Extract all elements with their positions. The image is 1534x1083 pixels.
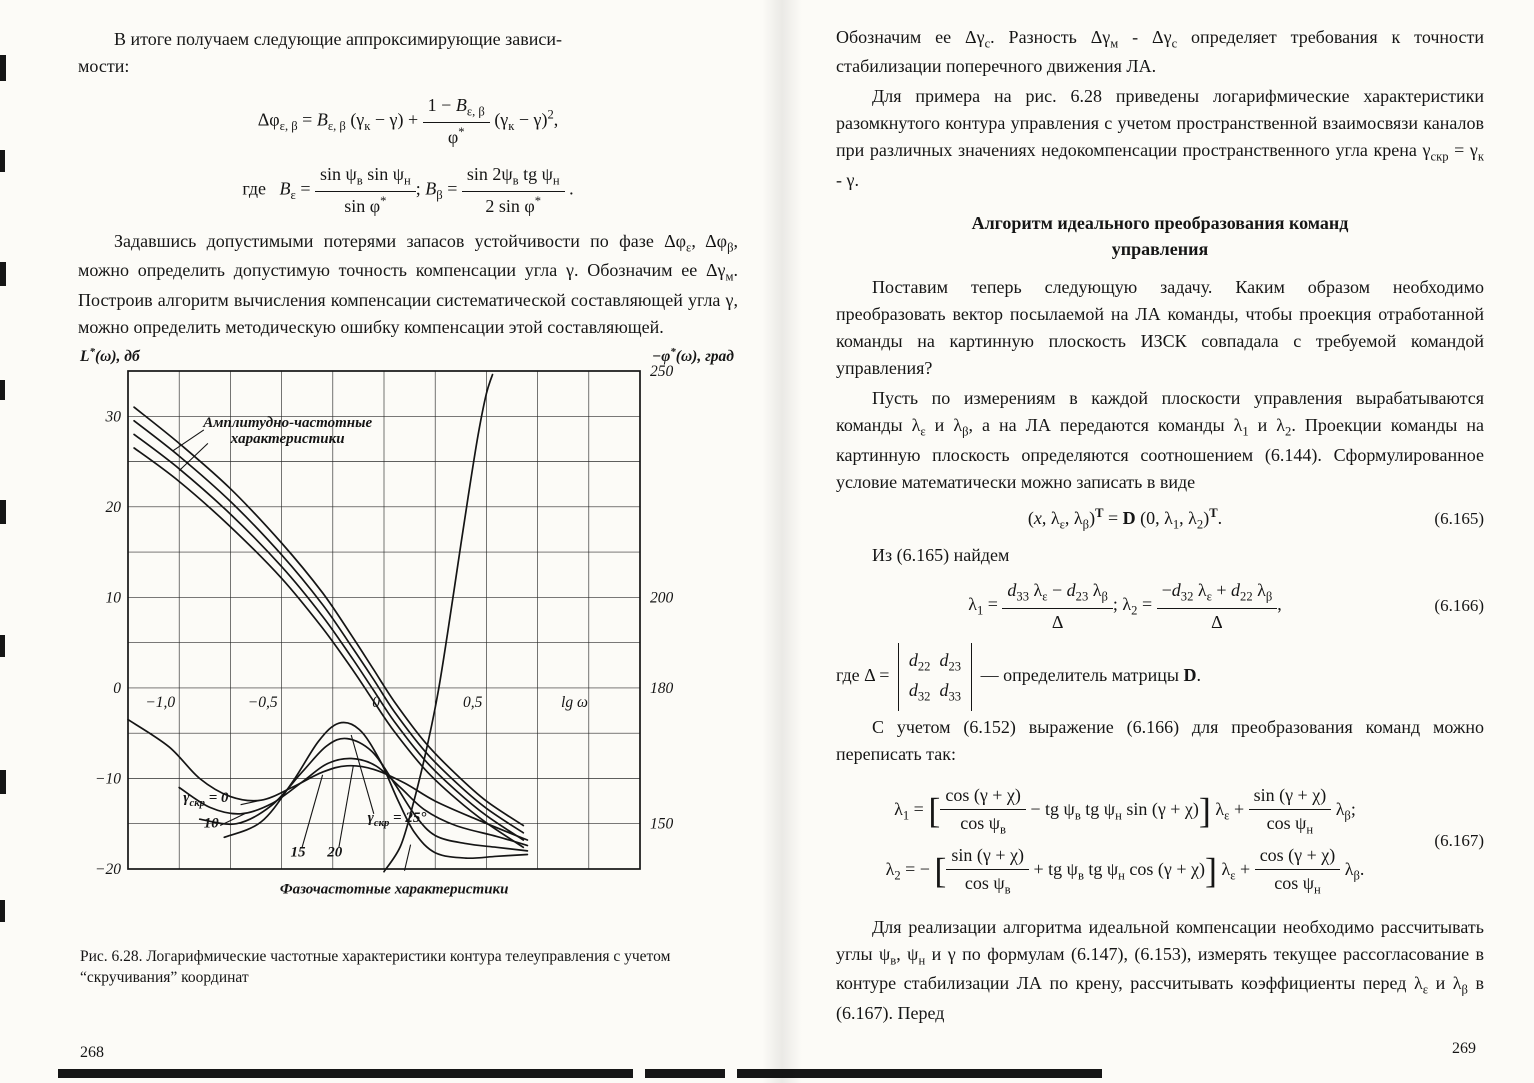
curve-label: 10 [203, 814, 219, 831]
curve-label: $\gamma_{скр} = 0$ [183, 789, 229, 809]
equation-line-2: $\lambda_2$ = − [ $\frac{\sin (\gamma + \chi)}{\cos \psi_в}$ + tg $\psi_в$ tg $\psi_н$ cos (γ + χ)] $\lambda_\varepsilon$ + $\frac{\cos (\gamma + \chi)}{\cos \psi_н}$ $\lambda_\beta$. [885, 845, 1365, 897]
equation-body: (x, $\lambda_\varepsilon$, $\lambda_\beta)^Т = D$ (0, $\lambda_1$, $\lambda_2)^Т$. [1027, 505, 1223, 532]
equation-body [836, 778, 1414, 904]
y-axis-tick-label: 0 [113, 679, 121, 697]
equation-body: $\lambda_1$ = $\frac{d_{33} \lambda_\varepsilon - d_{23} \lambda_\beta}{\Delta}$ ; $\lambda_2$ = $\frac{-d_{32} \lambda_\varepsilon + d_{22} \lambda_\beta}{\Delta}$ , [968, 580, 1282, 632]
leader-line [302, 774, 323, 847]
equation-number: (6.167) [1434, 831, 1484, 851]
formula-coefficients: где $B_\varepsilon$ = $\frac{\sin \psi_в \sin \psi_н}{\sin \varphi^*}$ ; $B_\beta$ = $\frac{\sin 2\psi_в tg \psi_н}{2 \sin \varphi^*}$ . [242, 163, 574, 217]
right-axis-tick-label: 180 [650, 679, 674, 697]
leader-line [339, 765, 353, 847]
curve-label: 15 [290, 843, 306, 860]
paragraph-example: Для примера на рис. 6.28 приведены логарифмические характеристики разомкнутого контура управления с учетом пространственной взаимосвязи каналов при различных значениях недокомпенсации пространственного угла крена $\gamma_{скр} = \gamma_к - \gamma$. [836, 86, 1484, 190]
paragraph-implementation: Для реализации алгоритма идеальной компенсации необходимо рассчитывать углы $\psi_в$, $\psi_н$ и γ по формулам (6.147), (6.153), измерять текущее рассогласование в контуре стабилизации ЛА по крену, рассчитывать коэффициенты перед $\lambda_\varepsilon$ и $\lambda_\beta$ в (6.167). Перед [836, 916, 1485, 1023]
scan-artifact [0, 900, 5, 922]
equation-6-165 [836, 506, 1484, 533]
scan-artifact [58, 1069, 633, 1078]
equation-6-167 [836, 778, 1484, 904]
paragraph-task: Поставим теперь следующую задачу. Каким образом необходимо преобразовать вектор посылаемой на ЛА команды, чтобы проекция отработанной команды на картинную плоскость ИЗСК совпадала с требуемой командой управления? [836, 277, 1484, 379]
scan-artifact [0, 262, 6, 286]
figure-caption: Рис. 6.28. Логарифмические частотные характеристики контура телеуправления с учетом “скручивания” координат [80, 947, 671, 987]
x-axis-tick-label: −0,5 [247, 693, 278, 711]
x-axis-tick-label: 0 [372, 693, 380, 711]
phase-curve-gskr-0 [128, 719, 527, 839]
curve-label: Фазочастотные характеристики [279, 881, 509, 898]
scan-artifact [0, 500, 6, 524]
paragraph-from-165: Из (6.165) найдем [872, 545, 1010, 566]
paragraph-rewrite: С учетом (6.152) выражение (6.166) для преобразования команд можно переписать так: [836, 717, 1484, 765]
paragraph-commands: Пусть по измерениям в каждой плоскости управления вырабатываются команды $\lambda_\varepsilon$ и $\lambda_\beta$, а на ЛА передаются команды $\lambda_1$ и $\lambda_2$. Проекции команды на картинную плоскость определяются соотношением (6.144). Сформулированное условие математически можно записать в виде [836, 388, 1484, 492]
page-gutter-shadow [762, 0, 802, 1083]
equation-number: (6.166) [1434, 596, 1484, 616]
x-axis-tick-label: 0,5 [463, 693, 483, 711]
leader-line [173, 430, 204, 451]
x-axis-tick-label: −1,0 [145, 693, 176, 711]
y-axis-tick-label: 10 [105, 589, 121, 607]
equation-number: (6.165) [1434, 508, 1484, 528]
right-axis-tick-label: 200 [650, 589, 674, 607]
y-axis-tick-label: 20 [105, 498, 121, 516]
curve-label: 20 [327, 843, 343, 860]
y-axis-tick-label: −20 [95, 860, 121, 878]
scan-artifact [0, 55, 6, 81]
phase-curve-gskr-10 [179, 758, 527, 845]
left-page [78, 26, 738, 989]
right-page [836, 24, 1484, 1030]
section-heading: Алгоритм идеального преобразования команд управления [971, 212, 1349, 260]
page-number-right: 269 [1452, 1040, 1476, 1057]
phase-curve-gskr-25 [224, 722, 527, 858]
leader-line [351, 735, 374, 814]
right-axis-tick-label: 150 [650, 815, 674, 833]
x-axis-label: lg ω [561, 693, 588, 711]
paragraph-determinant: где Δ = $d_{22}$ $d_{23}$ $d_{32}$ $d_{33}$ — определитель матрицы D. [836, 643, 1484, 711]
figure-6-28-chart [78, 347, 736, 933]
right-axis-tick-label: 250 [650, 362, 674, 380]
y-axis-tick-label: −10 [95, 770, 121, 788]
scan-artifact [0, 380, 5, 400]
scan-artifact [0, 635, 5, 657]
paragraph-phase-margins: Задавшись допустимыми потерями запасов устойчивости по фазе $\Delta\varphi_\varepsilon$, $\Delta\varphi_\beta$, можно определить допустимую точность компенсации угла γ. Обозначим ее $\Delta\gamma_м$. Построив алгоритм вычисления компенсации систематической составляющей угла γ, можно определить методическую ошибку компенсации этой составляющей. [78, 230, 738, 337]
phase-curve-steep [384, 374, 493, 871]
scan-artifact [0, 770, 6, 794]
paragraph-intro: В итоге получаем следующие аппроксимирующие зависи- мости: [78, 29, 563, 76]
equation-6-166 [836, 579, 1484, 633]
amplitude-curve-4 [134, 448, 523, 847]
page-number-left: 268 [80, 1044, 104, 1061]
scan-artifact [645, 1069, 725, 1078]
right-axis-title: −φ*(ω), град [651, 346, 734, 365]
scan-artifact [0, 150, 5, 172]
formula-approximation: $\Delta\varphi_{\varepsilon, \beta} = B_{\varepsilon, \beta}$ $(\gamma_к - \gamma)$ + $\frac{1 - B_{\varepsilon, \beta}}{\varphi^*}$ $(\gamma_к - \gamma)^2$, [257, 95, 559, 148]
y-axis-tick-label: 30 [105, 407, 121, 425]
paragraph-continuation: Обозначим ее $\Delta\gamma_с$. Разность $\Delta\gamma_м - \Delta\gamma_с$ определяет требования к точности стабилизации поперечного движения ЛА. [836, 27, 1484, 77]
left-axis-title: L*(ω), дб [80, 346, 140, 365]
leader-line [405, 844, 411, 870]
equation-line-1: $\lambda_1$ = [ $\frac{\cos (\gamma + \chi)}{\cos \psi_в}$ − tg $\psi_в$ tg $\psi_н$ sin (γ + χ)] $\lambda_\varepsilon$ + $\frac{\sin (\gamma + \chi)}{\cos \psi_н}$ $\lambda_\beta$; [894, 785, 1356, 837]
curve-label: Амплитудно-частотные характеристики [203, 414, 373, 447]
figure-6-28 [78, 347, 738, 938]
curve-label: $\gamma_{скр} = 25^\circ$ [367, 809, 427, 829]
